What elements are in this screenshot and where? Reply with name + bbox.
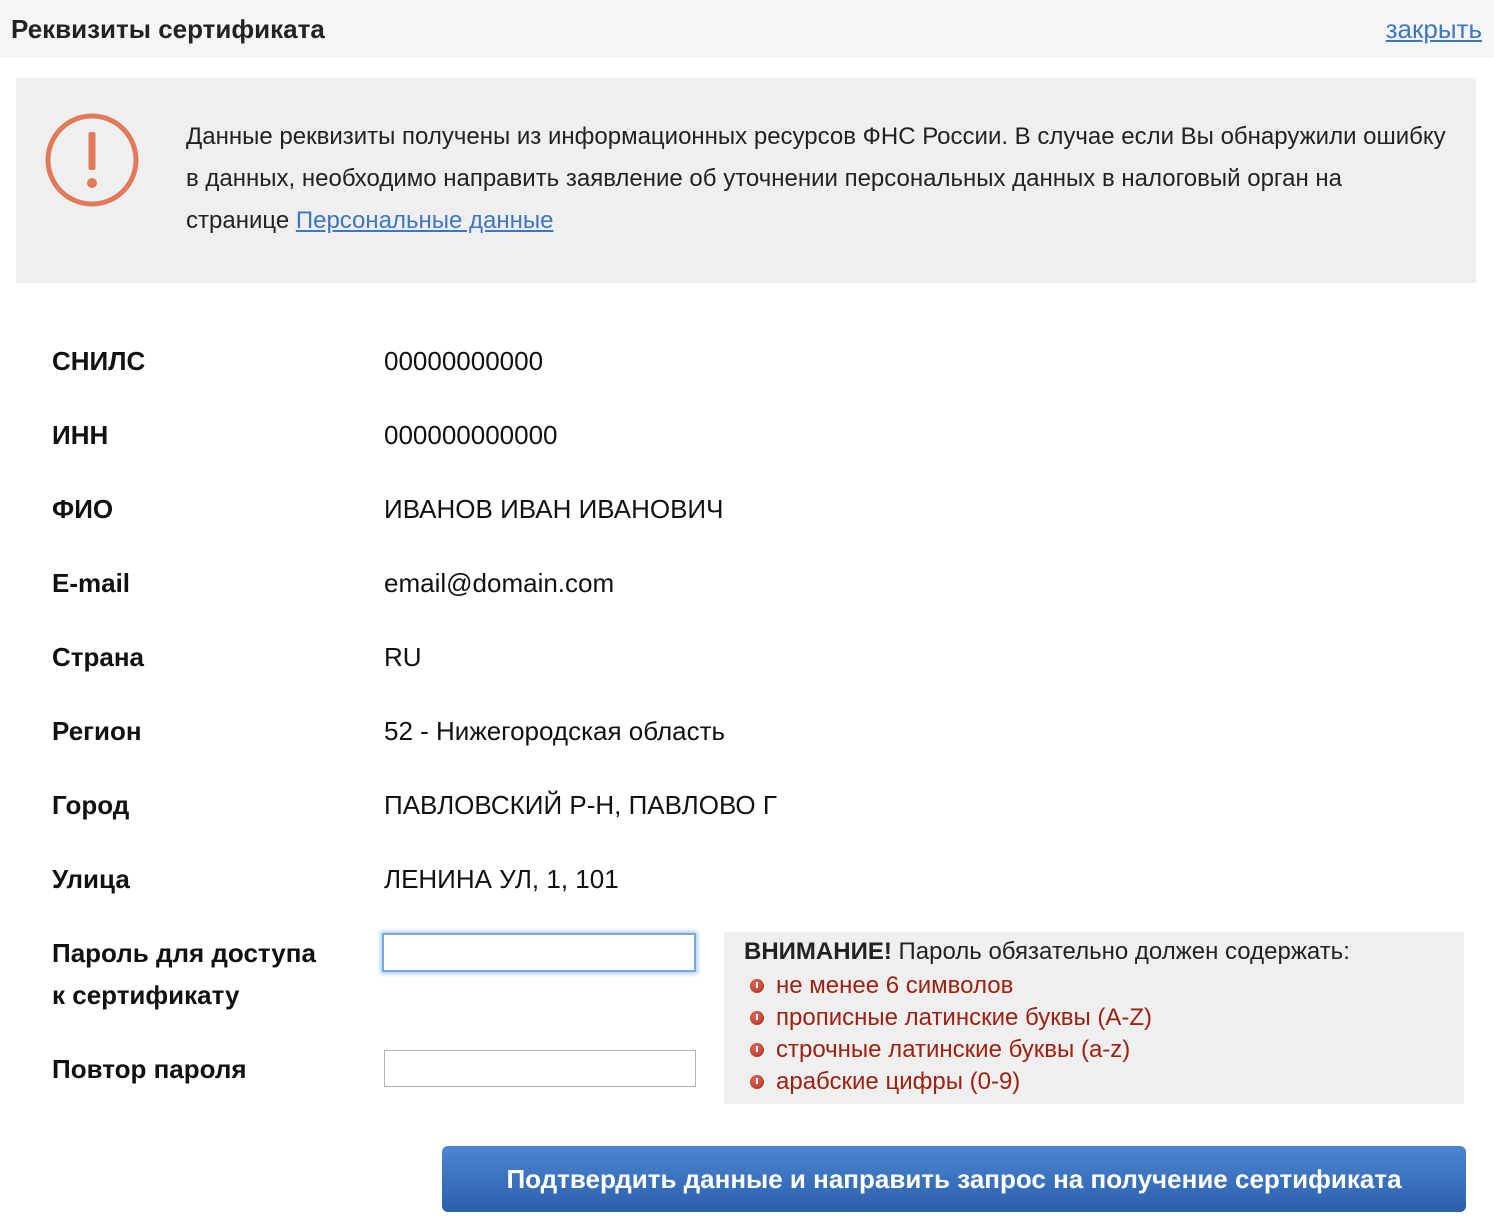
email-value: email@domain.com bbox=[384, 568, 615, 598]
password-rules bbox=[724, 932, 1464, 1104]
country-value: RU bbox=[384, 642, 422, 672]
alert-bullet-icon bbox=[750, 1011, 764, 1025]
rule-text: не менее 6 символов bbox=[776, 972, 1014, 999]
password-input[interactable] bbox=[382, 933, 696, 972]
password-label-line2: к сертификату bbox=[52, 980, 240, 1010]
city-value: ПАВЛОВСКИЙ Р-Н, ПАВЛОВО Г bbox=[384, 790, 777, 820]
password-label-line1: Пароль для доступа bbox=[52, 938, 316, 968]
rule-item bbox=[750, 1036, 1130, 1064]
notice-text bbox=[186, 116, 1446, 242]
rule-text: прописные латинские буквы (A-Z) bbox=[776, 1004, 1153, 1031]
page-title: Реквизиты сертификата bbox=[11, 14, 325, 44]
header-bar bbox=[0, 0, 1494, 58]
rule-text: арабские цифры (0-9) bbox=[776, 1068, 1021, 1095]
alert-bullet-icon bbox=[750, 1043, 764, 1057]
submit-button[interactable]: Подтвердить данные и направить запрос на получение сертификата bbox=[442, 1146, 1466, 1212]
inn-label: ИНН bbox=[52, 420, 109, 450]
alert-bullet-icon bbox=[750, 979, 764, 993]
city-label: Город bbox=[52, 790, 130, 820]
region-label: Регион bbox=[52, 716, 142, 746]
password-repeat-label: Повтор пароля bbox=[52, 1054, 247, 1084]
country-label: Страна bbox=[52, 642, 145, 672]
rule-item bbox=[750, 972, 1013, 1000]
fio-value: ИВАНОВ ИВАН ИВАНОВИЧ bbox=[384, 494, 724, 524]
notice-body: Данные реквизиты получены из информационных ресурсов ФНС России. В случае если Вы обнаружили ошибку в данных, необходимо направить заявление об уточнении персональных данных в налоговый орган на странице bbox=[186, 123, 1446, 234]
fio-label: ФИО bbox=[52, 494, 114, 524]
rule-text: строчные латинские буквы (a-z) bbox=[776, 1036, 1131, 1063]
snils-value: 00000000000 bbox=[384, 346, 544, 376]
street-value: ЛЕНИНА УЛ, 1, 101 bbox=[384, 864, 619, 894]
info-notice bbox=[16, 78, 1476, 283]
password-repeat-input[interactable] bbox=[384, 1050, 696, 1087]
close-link[interactable]: закрыть bbox=[1385, 14, 1482, 44]
rule-item bbox=[750, 1068, 1020, 1096]
street-label: Улица bbox=[52, 864, 130, 894]
exclamation-circle-icon bbox=[44, 112, 140, 208]
inn-value: 000000000000 bbox=[384, 420, 558, 450]
rules-heading-bold: ВНИМАНИЕ! bbox=[744, 938, 892, 965]
snils-label: СНИЛС bbox=[52, 346, 146, 376]
rule-item bbox=[750, 1004, 1152, 1032]
password-label bbox=[52, 932, 316, 1016]
email-label: E-mail bbox=[52, 568, 131, 598]
rules-heading-text: Пароль обязательно должен содержать: bbox=[891, 938, 1350, 965]
region-value: 52 - Нижегородская область bbox=[384, 716, 726, 746]
rules-heading bbox=[744, 938, 1350, 966]
personal-data-link[interactable]: Персональные данные bbox=[295, 207, 554, 234]
alert-bullet-icon bbox=[750, 1075, 764, 1089]
